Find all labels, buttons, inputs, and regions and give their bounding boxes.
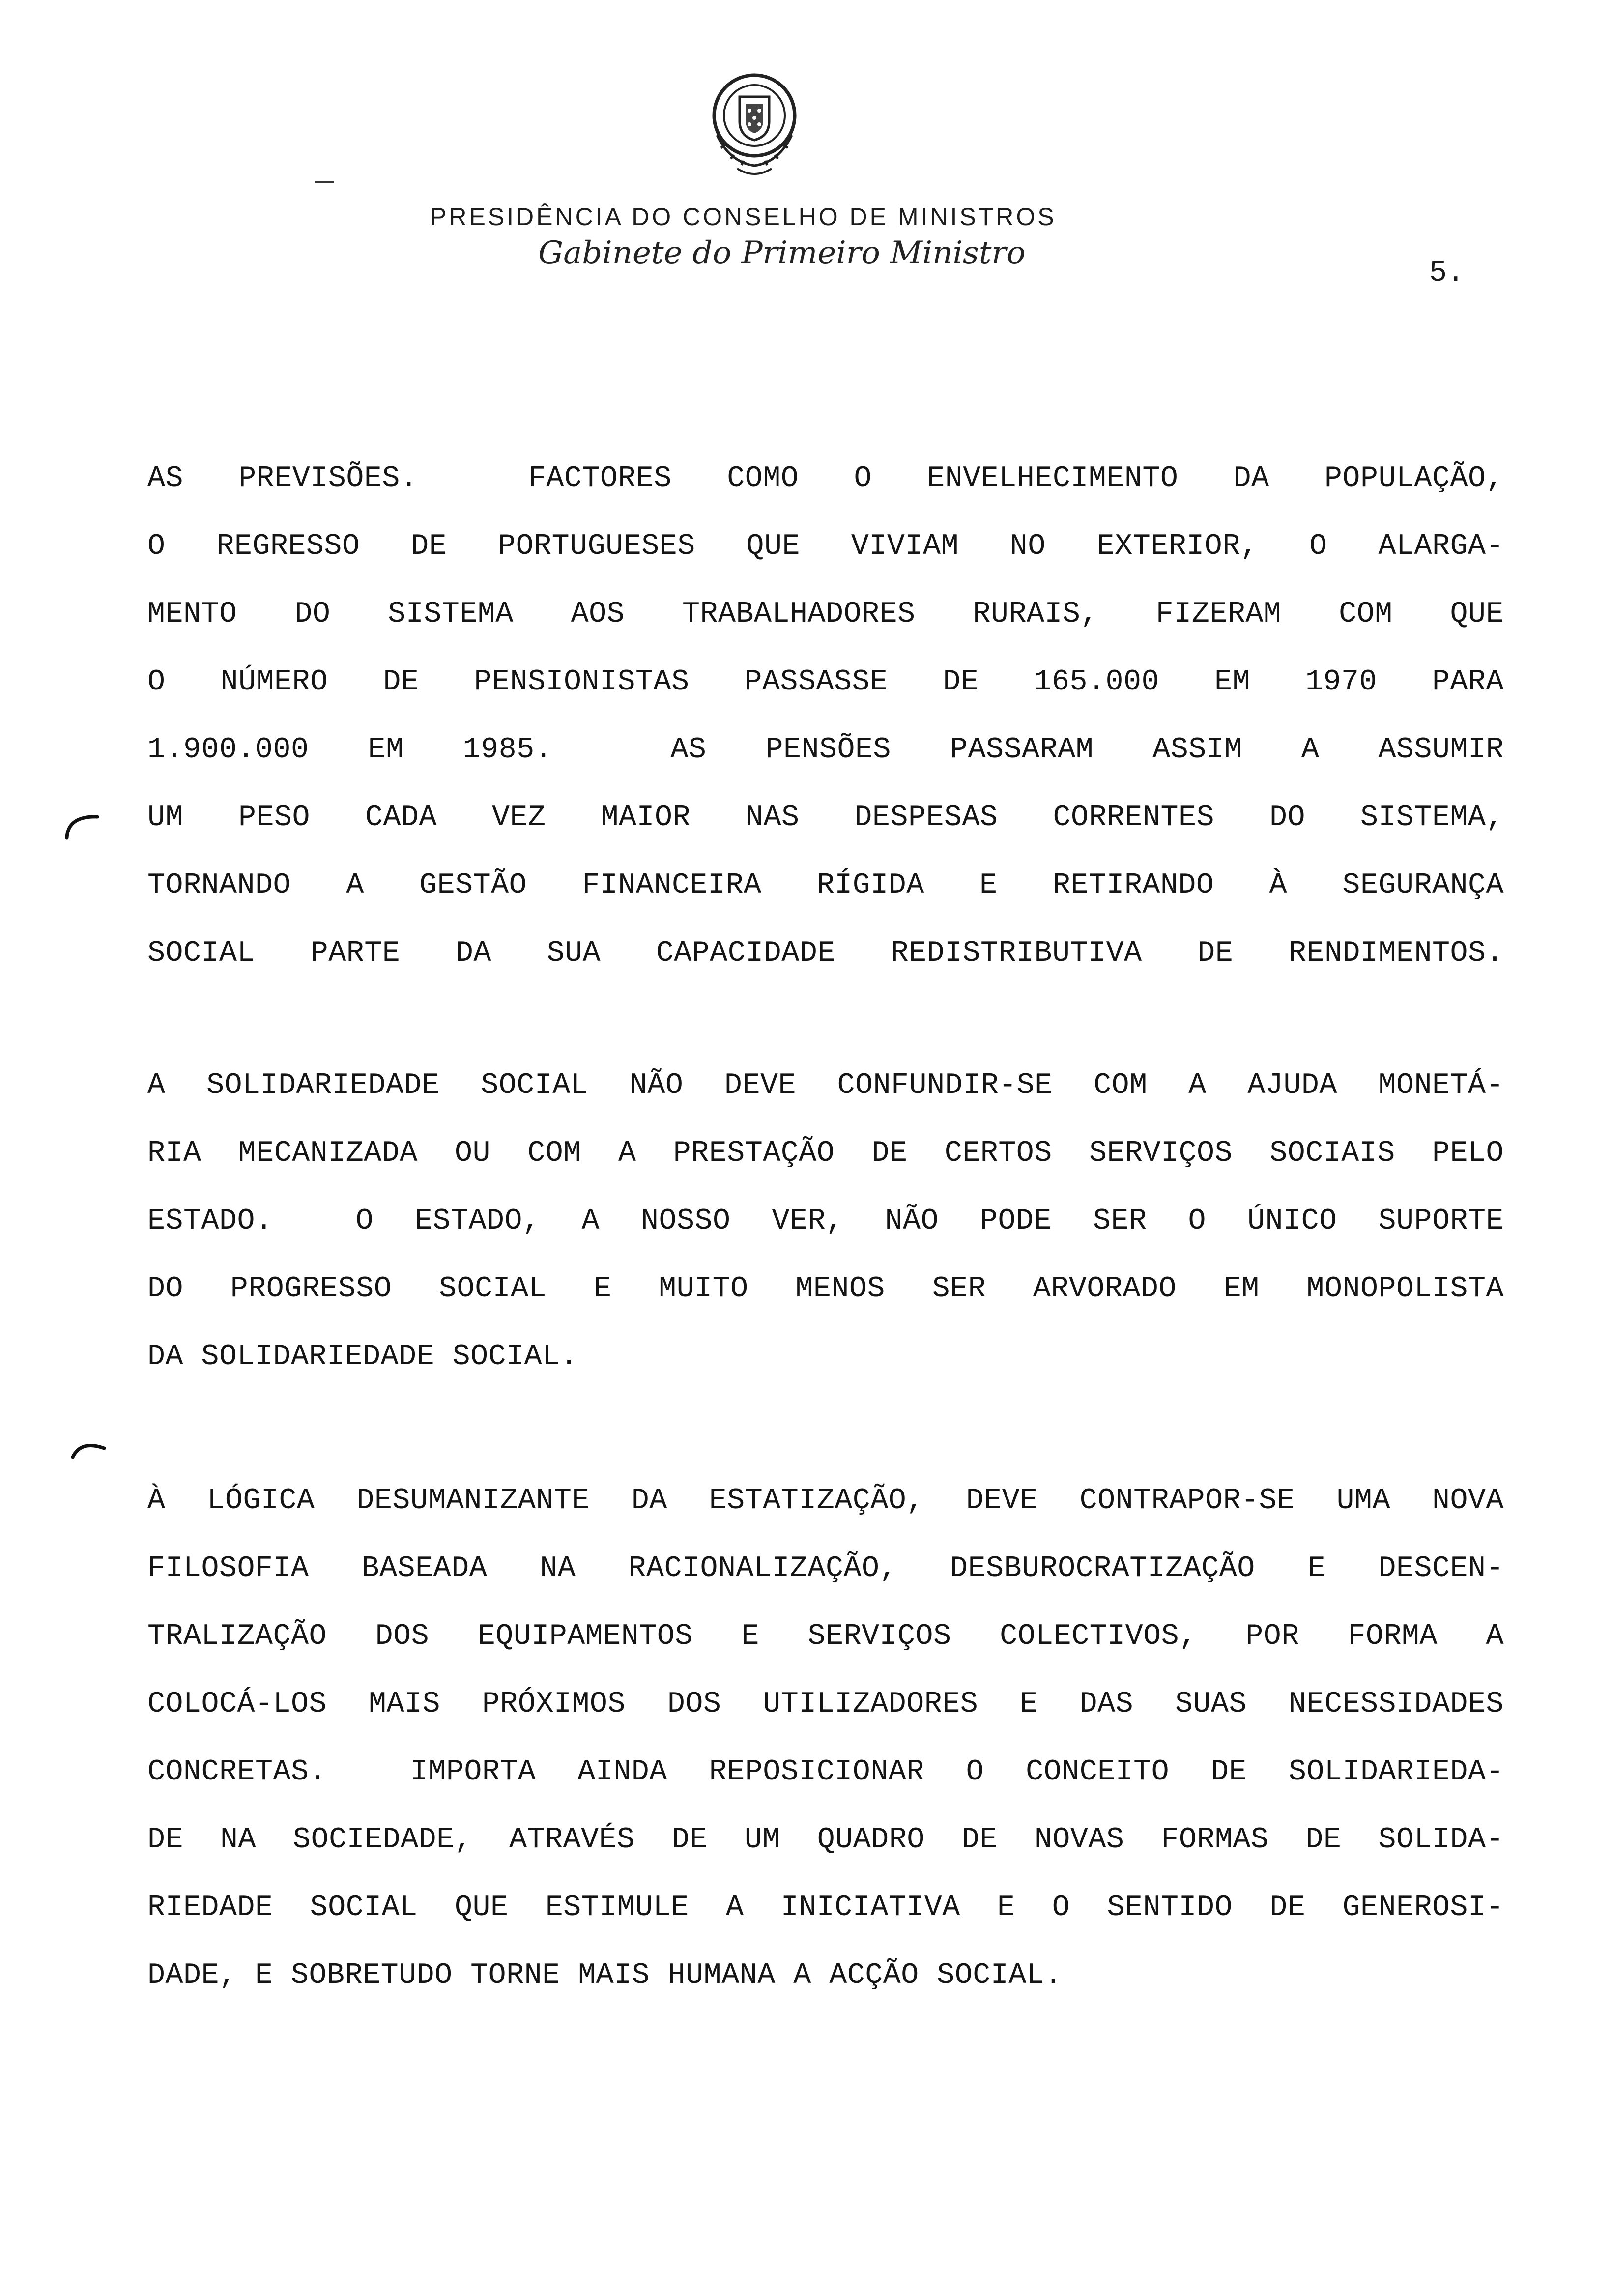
handwritten-office-note: Gabinete do Primeiro Ministro [538,235,1026,271]
coat-of-arms-icon [691,61,818,189]
text-line: DO PROGRESSO SOCIAL E MUITO MENOS SER ARVORADO EM MONOPOLISTA [147,1272,1504,1306]
paragraph [147,1052,1504,1391]
paragraph [147,445,1504,987]
text-line: O NÚMERO DE PENSIONISTAS PASSASSE DE 165.000 EM 1970 PARA [147,665,1504,699]
text-line: DADE, E SOBRETUDO TORNE MAIS HUMANA A ACÇÃO SOCIAL. [147,1959,1063,1992]
text-line: TORNANDO A GESTÃO FINANCEIRA RÍGIDA E RETIRANDO À SEGURANÇA [147,869,1504,902]
text-line: MENTO DO SISTEMA AOS TRABALHADORES RURAIS, FIZERAM COM QUE [147,598,1504,631]
margin-bracket-mark [63,811,102,840]
text-line: TRALIZAÇÃO DOS EQUIPAMENTOS E SERVIÇOS COLECTIVOS, POR FORMA A [147,1620,1504,1653]
text-line: SOCIAL PARTE DA SUA CAPACIDADE REDISTRIBUTIVA DE RENDIMENTOS. [147,937,1504,970]
text-line: RIEDADE SOCIAL QUE ESTIMULE A INICIATIVA E O SENTIDO DE GENEROSI- [147,1891,1504,1924]
text-line: DA SOLIDARIEDADE SOCIAL. [147,1340,578,1374]
text-line: AS PREVISÕES. FACTORES COMO O ENVELHECIMENTO DA POPULAÇÃO, [147,462,1504,495]
text-line: A SOLIDARIEDADE SOCIAL NÃO DEVE CONFUNDIR-SE COM A AJUDA MONETÁ- [147,1069,1504,1102]
text-line: À LÓGICA DESUMANIZANTE DA ESTATIZAÇÃO, DEVE CONTRAPOR-SE UMA NOVA [147,1484,1504,1518]
text-line: CONCRETAS. IMPORTA AINDA REPOSICIONAR O CONCEITO DE SOLIDARIEDA- [147,1755,1504,1789]
issuer-title: PRESIDÊNCIA DO CONSELHO DE MINISTROS [430,203,1057,230]
text-line: RIA MECANIZADA OU COM A PRESTAÇÃO DE CERTOS SERVIÇOS SOCIAIS PELO [147,1137,1504,1170]
text-line: UM PESO CADA VEZ MAIOR NAS DESPESAS CORRENTES DO SISTEMA, [147,801,1504,834]
margin-bracket-mark [69,1437,108,1467]
text-line: ESTADO. O ESTADO, A NOSSO VER, NÃO PODE SER O ÚNICO SUPORTE [147,1205,1504,1238]
text-line: FILOSOFIA BASEADA NA RACIONALIZAÇÃO, DESBUROCRATIZAÇÃO E DESCEN- [147,1552,1504,1585]
text-line: O REGRESSO DE PORTUGUESES QUE VIVIAM NO EXTERIOR, O ALARGA- [147,530,1504,563]
paragraph [147,1467,1504,2009]
page-number: 5. [1429,257,1465,290]
text-line: 1.900.000 EM 1985. AS PENSÕES PASSARAM ASSIM A ASSUMIR [147,733,1504,767]
text-line: COLOCÁ-LOS MAIS PRÓXIMOS DOS UTILIZADORES E DAS SUAS NECESSIDADES [147,1688,1504,1721]
text-line: DE NA SOCIEDADE, ATRAVÉS DE UM QUADRO DE NOVAS FORMAS DE SOLIDA- [147,1823,1504,1857]
margin-dash [315,181,334,183]
